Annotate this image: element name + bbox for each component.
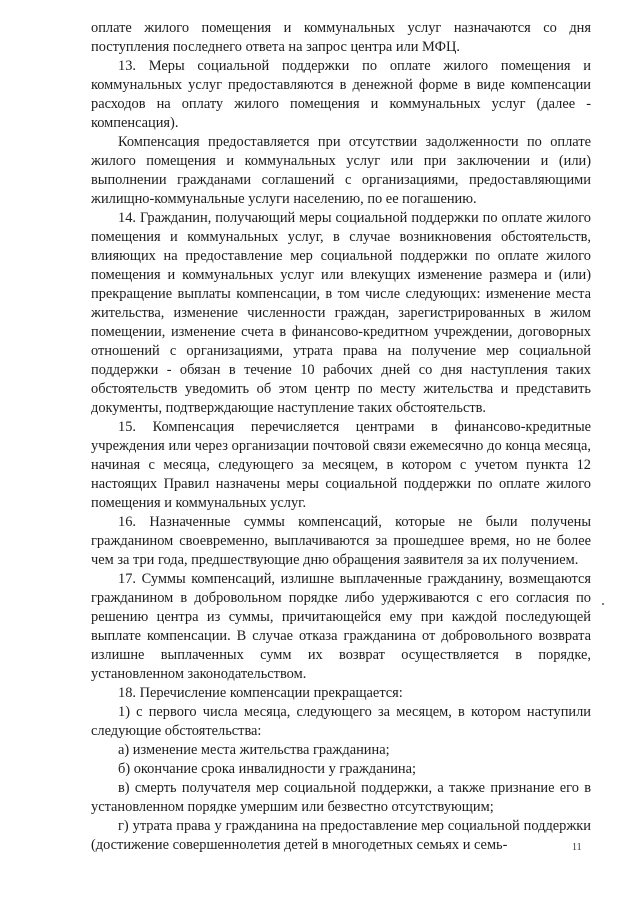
list-item-1: 1) с первого числа месяца, следующего за месяцем, в котором наступили следующие обстоятельства: <box>91 704 591 739</box>
paragraph-17: 17. Суммы компенсаций, излишне выплаченные гражданину, возмещаются гражданином в добровольном порядке либо удерживаются с его согласия по решению центра из суммы, причитающейся ему при каждой последующей выплате компенсации. В случае отказа гражданина от добровольного возврата излишне выплаченных сумм их возврат осуществляется в порядке, установленном законодательством. <box>91 571 591 682</box>
paragraph-13-compensation: Компенсация предоставляется при отсутствии задолженности по оплате жилого помещения и коммунальных услуг или при заключении и (или) выполнении гражданами соглашений с организациями, предоставляющими жилищно-коммунальные услуги населению, по ее погашению. <box>91 134 591 207</box>
paragraph-continuation: оплате жилого помещения и коммунальных услуг назначаются со дня поступления последнего ответа на запрос центра или МФЦ. <box>91 20 591 55</box>
scan-speck <box>602 603 604 605</box>
list-item-a: а) изменение места жительства гражданина; <box>118 742 390 758</box>
paragraph-16: 16. Назначенные суммы компенсаций, которые не были получены гражданином своевременно, выплачиваются за прошедшее время, но не более чем за три года, предшествующие дню обращения заявителя за их получением. <box>91 514 591 568</box>
list-item-b: б) окончание срока инвалидности у гражданина; <box>118 761 416 777</box>
page-number: 11 <box>572 842 582 853</box>
paragraph-14: 14. Гражданин, получающий меры социальной поддержки по оплате жилого помещения и коммунальных услуг, в случае возникновения обстоятельств, влияющих на предоставление мер социальной поддержки по оплате жилого помещения и коммунальных услуг или влекущих изменение размера и (или) прекращение выплаты компенсации, в том числе следующих: изменение места жительства, изменение численности граждан, зарегистрированных в жилом помещении, изменение счета в финансово-кредитном учреждении, договорных отношений с организациями, утрата права на получение мер социальной поддержки - обязан в течение 10 рабочих дней со дня наступления таких обстоятельств уведомить об этом центр по месту жительства и представить документы, подтверждающие наступление таких обстоятельств. <box>91 210 591 416</box>
body-text <box>91 19 591 855</box>
paragraph-18: 18. Перечисление компенсации прекращается: <box>118 685 403 701</box>
paragraph-15: 15. Компенсация перечисляется центрами в финансово-кредитные учреждения или через организации почтовой связи ежемесячно до конца месяца, начиная с месяца, следующего за месяцем, в котором с учетом пункта 12 настоящих Правил назначены меры социальной поддержки по оплате жилого помещения и коммунальных услуг. <box>91 419 591 511</box>
paragraph-13: 13. Меры социальной поддержки по оплате жилого помещения и коммунальных услуг предоставляются в денежной форме в виде компенсации расходов на оплату жилого помещения и коммунальных услуг (далее - компенсация). <box>91 58 591 131</box>
list-item-g: г) утрата права у гражданина на предоставление мер социальной поддержки (достижение совершеннолетия детей в многодетных семьях и семь- <box>91 818 591 853</box>
list-item-v: в) смерть получателя мер социальной поддержки, а также признание его в установленном порядке умершим или безвестно отсутствующим; <box>91 780 591 815</box>
